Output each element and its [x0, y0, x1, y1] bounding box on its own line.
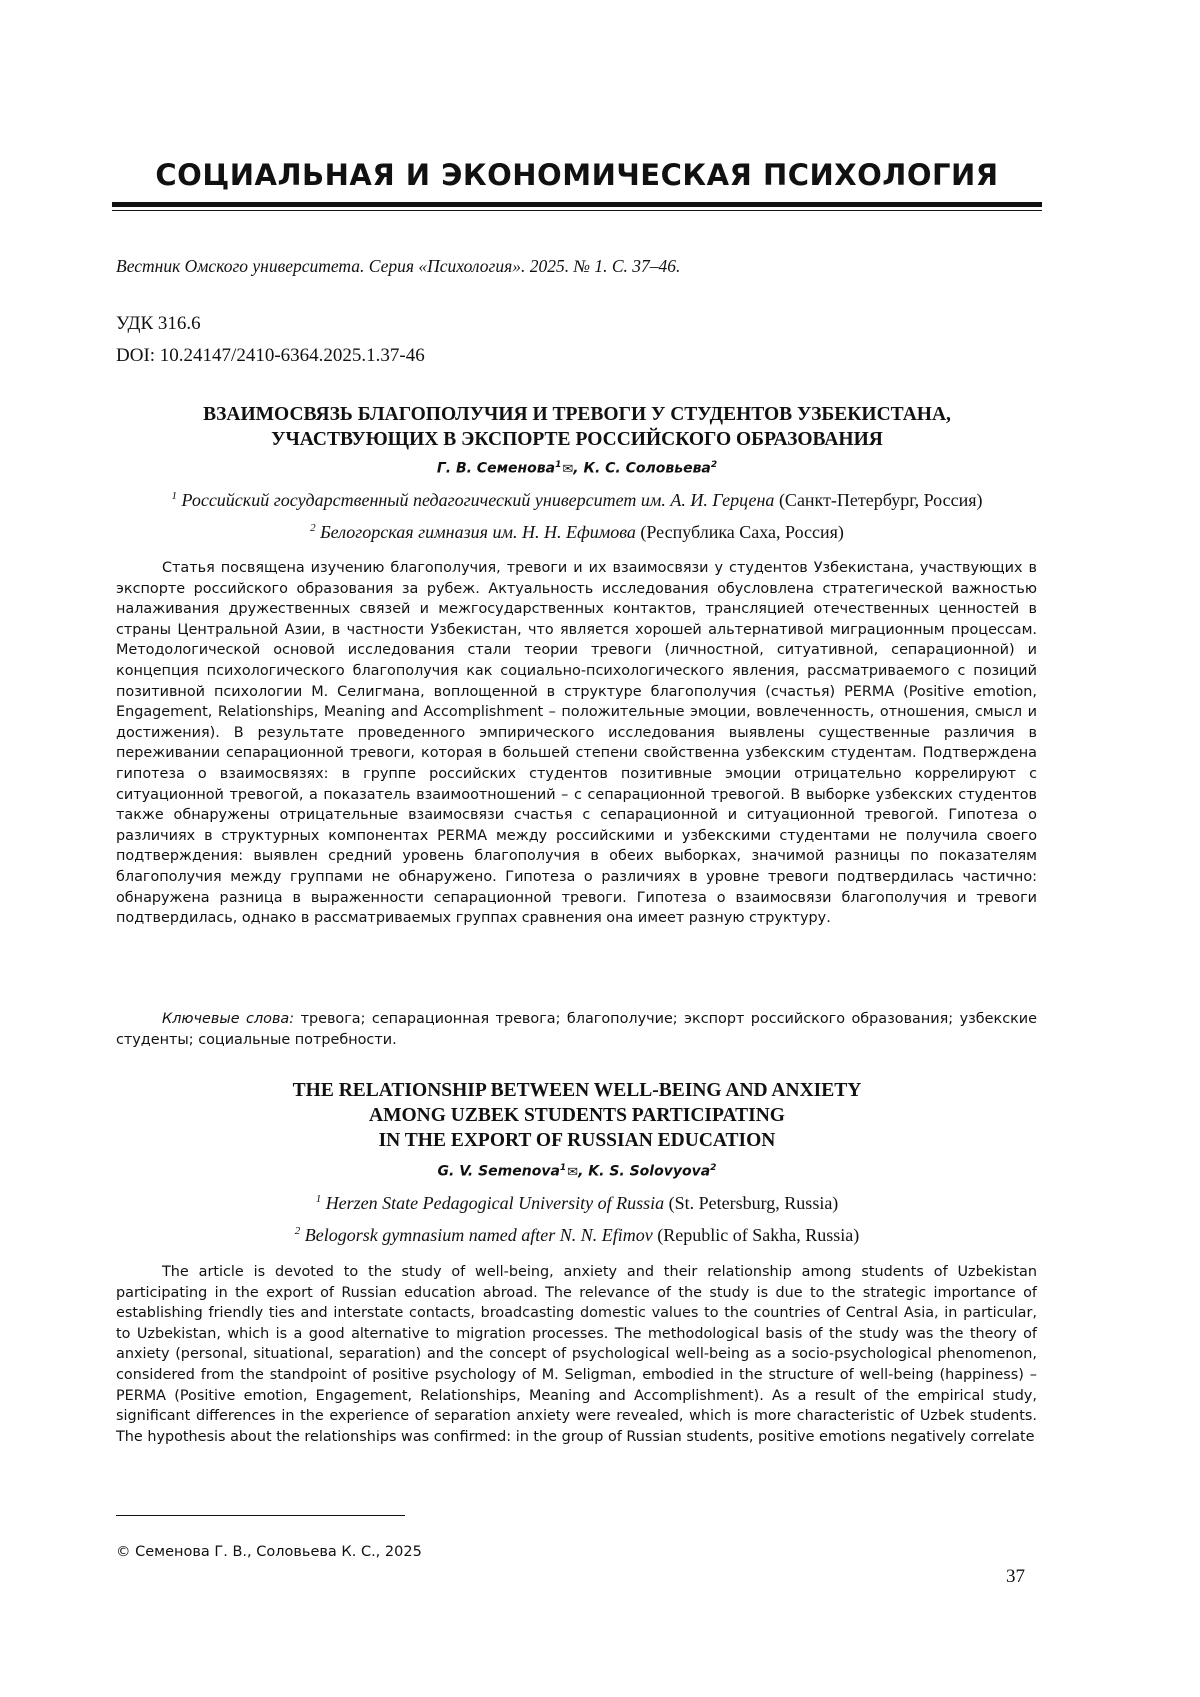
ru-keywords-label: Ключевые слова: [162, 1011, 295, 1027]
ru-keywords [116, 1009, 1037, 1050]
ru-affil-2-name: Белогорская гимназия им. Н. Н. Ефимова [320, 522, 636, 542]
en-affil-1-num: 1 [315, 1193, 322, 1205]
en-affil-1-place: (St. Petersburg, Russia) [668, 1193, 839, 1213]
en-author-2-affil: 2 [710, 1163, 717, 1173]
en-affil-2-place: (Republic of Sakha, Russia) [657, 1225, 860, 1245]
en-abstract: The article is devoted to the study of well-being, anxiety and their relationship among students of Uzbekistan participating in the export of Russian education abroad. The relevance of the study is due to the strategic importance of establishing friendly ties and interstate contacts, broadcasting domestic values to the countries of Central Asia, in particular, to Uzbekistan, which is a good alternative to migration processes. The methodological basis of the study was the theory of anxiety (personal, situational, separation) and the concept of psychological well-being as a socio-psychological phenomenon, considered from the standpoint of positive psychology of M. Seligman, embodied in the structure of well-being (happiness) – PERMA (Positive emotion, Engagement, Relationships, Meaning and Accomplishment). As a result of the empirical study, significant differences in the experience of separation anxiety were revealed, which is more characteristic of Uzbek students. The hypothesis about the relationships was confirmed: in the group of Russian students, positive emotions negatively correlate [116, 1264, 1037, 1445]
ru-authors [112, 460, 1042, 477]
ru-affil-1-name: Российский государственный педагогический университет им. А. И. Герцена [181, 490, 775, 510]
ru-author-2: К. С. Соловьева [583, 460, 711, 477]
mail-icon: ✉ [562, 461, 574, 477]
en-author-2: K. S. Solovyova [588, 1163, 711, 1180]
en-authors [112, 1163, 1042, 1180]
ru-affil-2-place: (Республика Саха, Россия) [640, 522, 844, 542]
en-author-separator: , [578, 1163, 589, 1180]
page-number: 37 [1006, 1566, 1025, 1587]
doi: DOI: 10.24147/2410-6364.2025.1.37-46 [116, 345, 425, 366]
en-author-1: G. V. Semenova [437, 1163, 560, 1180]
ru-author-2-affil: 2 [710, 460, 718, 470]
footnote-rule [116, 1515, 405, 1516]
en-title-line: AMONG UZBEK STUDENTS PARTICIPATING [369, 1105, 785, 1126]
ru-author-separator: , [573, 460, 584, 477]
en-title-line: IN THE EXPORT OF RUSSIAN EDUCATION [378, 1130, 776, 1151]
ru-keywords-text: тревога; сепарационная тревога; благополучие; экспорт российского образования; узбекские студенты; социальные потребности. [116, 1011, 1038, 1048]
ru-author-1-affil: 1 [555, 460, 562, 470]
header-rule-thick [112, 202, 1042, 207]
ru-affil-2-num: 2 [310, 522, 316, 534]
ru-abstract: Статья посвящена изучению благополучия, тревоги и их взаимосвязи у студентов Узбекистана, участвующих в экспорте российского образования за рубеж. Актуальность исследования обусловлена стратегической важностью налаживания дружественных связей и межгосударственных контактов, трансляцией отечественных ценностей в страны Центральной Азии, в частности Узбекистан, что является хорошей альтернативой миграционным процессам. Методологической основой исследования стали теории тревоги (личностной, ситуативной, сепарационной) и концепция психологического благополучия как социально-психологического явления, рассматриваемого с позиций позитивной психологии М. Селигмана, воплощенной в структуре благополучия (счастья) PERMA (Positive emotion, Engagement, Relationships, Meaning and Accomplishment – положительные эмоции, вовлеченность, отношения, смысл и достижения). В результате проведенного эмпирического исследования выявлены существенные различия в переживании сепарационной тревоги, которая в большей степени свойственна узбекским студентам. Подтверждена гипотеза о взаимосвязях: в группе российских студентов позитивные эмоции отрицательно коррелируют с ситуационной тревогой, а показатель взаимоотношений – с сепарационной тревогой. В выборке узбекских студентов также обнаружены отрицательные взаимосвязи счастья с сепарационной и ситуационной тревогой. Гипотеза о различиях в структурных компонентах PERMA между российскими и узбекскими студентами не получила своего подтверждения: выявлен средний уровень благополучия в обеих выборках, значимой разницы по показателям благополучия между группами не обнаружено. Гипотеза о различиях в уровне тревоги подтвердилась частично: обнаружена разница в выраженности сепарационной тревоги. Гипотеза о взаимосвязи благополучия и тревоги подтвердилась, однако в рассматриваемых группах сравнения она имеет разную структуру. [116, 560, 1037, 927]
copyright-notice: © Семенова Г. В., Соловьева К. С., 2025 [116, 1544, 422, 1560]
ru-affil-1-num: 1 [171, 490, 177, 502]
ru-title-line: ВЗАИМОСВЯЗЬ БЛАГОПОЛУЧИЯ И ТРЕВОГИ У СТУДЕНТОВ УЗБЕКИСТАНА, [203, 404, 951, 425]
en-author-1-affil: 1 [559, 1163, 567, 1173]
ru-article-title [112, 402, 1042, 452]
ru-affil-1-place: (Санкт-Петербург, Россия) [778, 490, 983, 510]
en-affiliation-1 [112, 1193, 1042, 1214]
ru-affiliation-1 [112, 490, 1042, 511]
en-affil-2-name: Belogorsk gymnasium named after N. N. Efimov [304, 1225, 653, 1245]
en-affil-2-num: 2 [294, 1225, 301, 1237]
en-affiliation-2 [112, 1225, 1042, 1246]
journal-citation: Вестник Омского университета. Серия «Психология». 2025. № 1. С. 37–46. [116, 256, 681, 276]
en-title-line: THE RELATIONSHIP BETWEEN WELL-BEING AND ANXIETY [292, 1080, 862, 1101]
mail-icon: ✉ [567, 1164, 579, 1180]
en-article-title [112, 1078, 1042, 1153]
en-affil-1-name: Herzen State Pedagogical University of Russia [325, 1193, 665, 1213]
udc-code: УДК 316.6 [116, 313, 201, 334]
ru-affiliation-2 [112, 522, 1042, 543]
ru-title-line: УЧАСТВУЮЩИХ В ЭКСПОРТЕ РОССИЙСКОГО ОБРАЗОВАНИЯ [271, 429, 883, 450]
section-header: СОЦИАЛЬНАЯ И ЭКОНОМИЧЕСКАЯ ПСИХОЛОГИЯ [155, 158, 999, 192]
header-rule-thin [112, 210, 1042, 211]
ru-author-1: Г. В. Семенова [436, 460, 556, 477]
